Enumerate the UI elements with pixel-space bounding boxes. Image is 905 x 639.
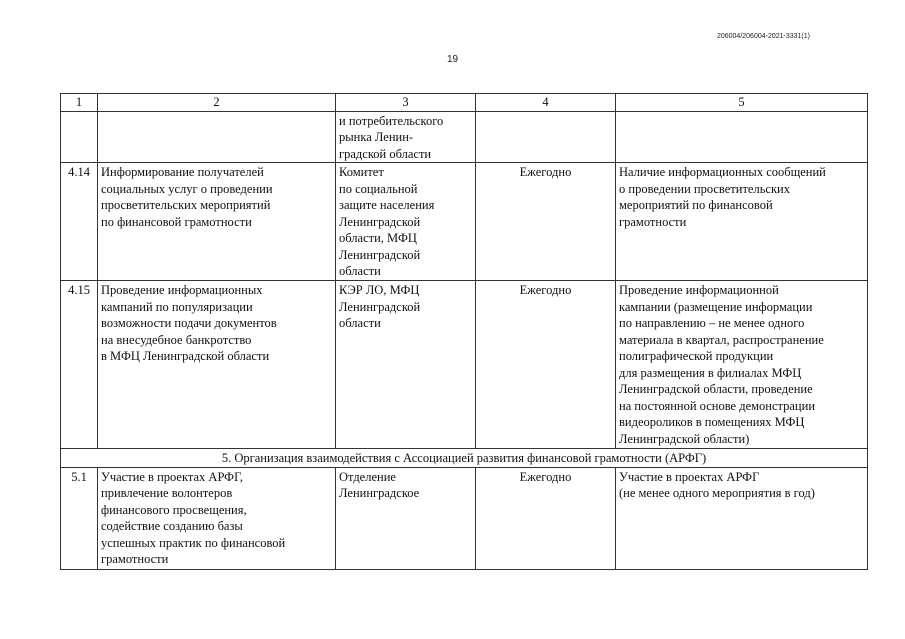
document-id: 206004/206004-2021-3331(1) — [716, 33, 810, 40]
header-col-2: 2 — [98, 94, 336, 112]
row-measure: Информирование получателей социальных услуг о проведении просветительских мероприятий по финансовой грамотности — [98, 163, 336, 281]
row-executor: и потребительского рынка Ленин- градской области — [336, 111, 476, 163]
section-row — [61, 449, 868, 468]
table-row — [61, 281, 868, 449]
header-col-5: 5 — [616, 94, 868, 112]
row-period: Ежегодно — [476, 281, 616, 449]
row-executor: КЭР ЛО, МФЦ Ленинградской области — [336, 281, 476, 449]
row-measure: Проведение информационных кампаний по популяризации возможности подачи документов на внесудебное банкротство в МФЦ Ленинградской области — [98, 281, 336, 449]
row-period: Ежегодно — [476, 163, 616, 281]
row-result: Наличие информационных сообщений о проведении просветительских мероприятий по финансовой грамотности — [616, 163, 868, 281]
row-number: 4.15 — [61, 281, 98, 449]
row-period — [476, 111, 616, 163]
header-col-3: 3 — [336, 94, 476, 112]
row-result: Проведение информационной кампании (размещение информации по направлению – не менее одного материала в квартал, распространение полиграфической продукции для размещения в филиалах МФЦ Ленинградской области, проведение на постоянной основе демонстрации видеороликов в помещениях МФЦ Ленинградской области) — [616, 281, 868, 449]
row-result: Участие в проектах АРФГ (не менее одного мероприятия в год) — [616, 467, 868, 569]
table-row — [61, 467, 868, 569]
table-header-row — [61, 94, 868, 112]
row-result — [616, 111, 868, 163]
row-measure: Участие в проектах АРФГ, привлечение волонтеров финансового просвещения, содействие созданию базы успешных практик по финансовой грамотности — [98, 467, 336, 569]
table-row — [61, 163, 868, 281]
row-period: Ежегодно — [476, 467, 616, 569]
row-number: 5.1 — [61, 467, 98, 569]
row-measure — [98, 111, 336, 163]
row-executor: Комитет по социальной защите населения Ленинградской области, МФЦ Ленинградской области — [336, 163, 476, 281]
section-title: 5. Организация взаимодействия с Ассоциацией развития финансовой грамотности (АРФГ) — [61, 449, 868, 468]
row-number: 4.14 — [61, 163, 98, 281]
table-row — [61, 111, 868, 163]
header-col-1: 1 — [61, 94, 98, 112]
page-number: 19 — [446, 54, 459, 65]
header-col-4: 4 — [476, 94, 616, 112]
measures-table — [60, 93, 868, 570]
row-executor: Отделение Ленинградское — [336, 467, 476, 569]
row-number — [61, 111, 98, 163]
